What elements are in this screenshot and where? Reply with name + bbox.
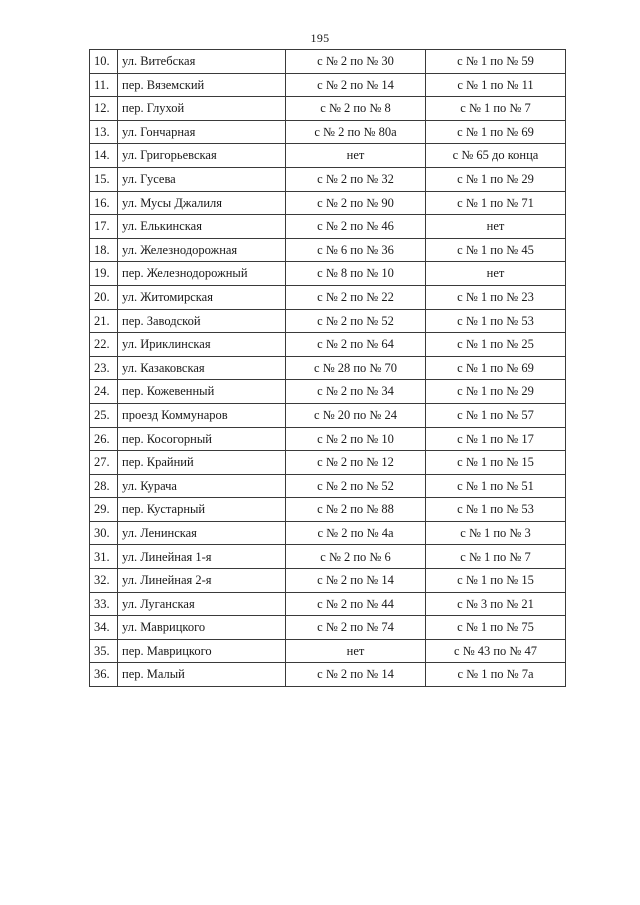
table-row xyxy=(90,639,566,663)
odd-house-range: с № 1 по № 15 xyxy=(426,451,566,475)
street-name: пер. Кустарный xyxy=(118,498,286,522)
odd-house-range: с № 1 по № 45 xyxy=(426,238,566,262)
row-number: 18. xyxy=(90,238,118,262)
street-name: пер. Малый xyxy=(118,663,286,687)
row-number: 29. xyxy=(90,498,118,522)
even-house-range: с № 2 по № 52 xyxy=(286,474,426,498)
street-name: ул. Железнодорожная xyxy=(118,238,286,262)
street-name: проезд Коммунаров xyxy=(118,403,286,427)
street-name: ул. Луганская xyxy=(118,592,286,616)
even-house-range: нет xyxy=(286,144,426,168)
odd-house-range: с № 1 по № 23 xyxy=(426,285,566,309)
even-house-range: с № 2 по № 64 xyxy=(286,333,426,357)
odd-house-range: с № 1 по № 11 xyxy=(426,73,566,97)
table-body xyxy=(90,50,566,687)
row-number: 35. xyxy=(90,639,118,663)
table-row xyxy=(90,403,566,427)
street-name: ул. Линейная 2-я xyxy=(118,569,286,593)
table-row xyxy=(90,569,566,593)
even-house-range: с № 2 по № 30 xyxy=(286,50,426,74)
even-house-range: с № 2 по № 88 xyxy=(286,498,426,522)
even-house-range: с № 2 по № 32 xyxy=(286,167,426,191)
even-house-range: с № 2 по № 6 xyxy=(286,545,426,569)
row-number: 36. xyxy=(90,663,118,687)
even-house-range: с № 20 по № 24 xyxy=(286,403,426,427)
even-house-range: с № 2 по № 74 xyxy=(286,616,426,640)
table-row xyxy=(90,451,566,475)
table-row xyxy=(90,285,566,309)
street-name: ул. Житомирская xyxy=(118,285,286,309)
row-number: 12. xyxy=(90,97,118,121)
table-row xyxy=(90,97,566,121)
street-name: пер. Глухой xyxy=(118,97,286,121)
odd-house-range: с № 1 по № 7 xyxy=(426,545,566,569)
table-row xyxy=(90,356,566,380)
odd-house-range: нет xyxy=(426,262,566,286)
street-name: пер. Крайний xyxy=(118,451,286,475)
odd-house-range: с № 1 по № 57 xyxy=(426,403,566,427)
even-house-range: с № 28 по № 70 xyxy=(286,356,426,380)
table-row xyxy=(90,498,566,522)
street-name: ул. Ириклинская xyxy=(118,333,286,357)
table-row xyxy=(90,592,566,616)
table-row xyxy=(90,167,566,191)
odd-house-range: с № 1 по № 17 xyxy=(426,427,566,451)
even-house-range: с № 8 по № 10 xyxy=(286,262,426,286)
even-house-range: с № 2 по № 46 xyxy=(286,215,426,239)
row-number: 23. xyxy=(90,356,118,380)
table-row xyxy=(90,545,566,569)
odd-house-range: с № 1 по № 51 xyxy=(426,474,566,498)
table-row xyxy=(90,521,566,545)
table-row xyxy=(90,309,566,333)
odd-house-range: с № 1 по № 29 xyxy=(426,167,566,191)
odd-house-range: с № 1 по № 3 xyxy=(426,521,566,545)
table-row xyxy=(90,333,566,357)
table-row xyxy=(90,144,566,168)
odd-house-range: с № 1 по № 69 xyxy=(426,120,566,144)
even-house-range: с № 6 по № 36 xyxy=(286,238,426,262)
table-row xyxy=(90,238,566,262)
even-house-range: с № 2 по № 8 xyxy=(286,97,426,121)
row-number: 32. xyxy=(90,569,118,593)
odd-house-range: с № 65 до конца xyxy=(426,144,566,168)
table-row xyxy=(90,262,566,286)
odd-house-range: с № 1 по № 29 xyxy=(426,380,566,404)
table-row xyxy=(90,427,566,451)
row-number: 26. xyxy=(90,427,118,451)
odd-house-range: с № 1 по № 75 xyxy=(426,616,566,640)
even-house-range: с № 2 по № 80а xyxy=(286,120,426,144)
table-row xyxy=(90,215,566,239)
even-house-range: с № 2 по № 10 xyxy=(286,427,426,451)
street-name: ул. Курача xyxy=(118,474,286,498)
row-number: 30. xyxy=(90,521,118,545)
odd-house-range: с № 1 по № 7а xyxy=(426,663,566,687)
even-house-range: с № 2 по № 14 xyxy=(286,569,426,593)
odd-house-range: с № 1 по № 15 xyxy=(426,569,566,593)
street-name: ул. Казаковская xyxy=(118,356,286,380)
odd-house-range: с № 1 по № 59 xyxy=(426,50,566,74)
even-house-range: с № 2 по № 34 xyxy=(286,380,426,404)
street-name: ул. Витебская xyxy=(118,50,286,74)
even-house-range: с № 2 по № 90 xyxy=(286,191,426,215)
table-row xyxy=(90,474,566,498)
street-name: пер. Маврицкого xyxy=(118,639,286,663)
table-row xyxy=(90,73,566,97)
even-house-range: с № 2 по № 22 xyxy=(286,285,426,309)
street-name: ул. Григорьевская xyxy=(118,144,286,168)
row-number: 14. xyxy=(90,144,118,168)
street-name: пер. Вяземский xyxy=(118,73,286,97)
row-number: 24. xyxy=(90,380,118,404)
odd-house-range: нет xyxy=(426,215,566,239)
row-number: 13. xyxy=(90,120,118,144)
street-name: пер. Заводской xyxy=(118,309,286,333)
street-name: ул. Елькинская xyxy=(118,215,286,239)
even-house-range: с № 2 по № 14 xyxy=(286,663,426,687)
row-number: 20. xyxy=(90,285,118,309)
row-number: 25. xyxy=(90,403,118,427)
odd-house-range: с № 3 по № 21 xyxy=(426,592,566,616)
odd-house-range: с № 43 по № 47 xyxy=(426,639,566,663)
table-row xyxy=(90,50,566,74)
street-name: ул. Мусы Джалиля xyxy=(118,191,286,215)
odd-house-range: с № 1 по № 53 xyxy=(426,309,566,333)
row-number: 17. xyxy=(90,215,118,239)
street-name: ул. Ленинская xyxy=(118,521,286,545)
street-name: ул. Линейная 1-я xyxy=(118,545,286,569)
even-house-range: нет xyxy=(286,639,426,663)
row-number: 10. xyxy=(90,50,118,74)
even-house-range: с № 2 по № 14 xyxy=(286,73,426,97)
row-number: 28. xyxy=(90,474,118,498)
street-name: ул. Гончарная xyxy=(118,120,286,144)
table-row xyxy=(90,380,566,404)
odd-house-range: с № 1 по № 69 xyxy=(426,356,566,380)
street-name: ул. Гусева xyxy=(118,167,286,191)
street-name: ул. Маврицкого xyxy=(118,616,286,640)
row-number: 19. xyxy=(90,262,118,286)
even-house-range: с № 2 по № 44 xyxy=(286,592,426,616)
street-name: пер. Косогорный xyxy=(118,427,286,451)
row-number: 22. xyxy=(90,333,118,357)
row-number: 27. xyxy=(90,451,118,475)
even-house-range: с № 2 по № 52 xyxy=(286,309,426,333)
table-row xyxy=(90,663,566,687)
odd-house-range: с № 1 по № 53 xyxy=(426,498,566,522)
table-row xyxy=(90,120,566,144)
row-number: 34. xyxy=(90,616,118,640)
street-name: пер. Кожевенный xyxy=(118,380,286,404)
page-number: 195 xyxy=(310,31,330,45)
row-number: 31. xyxy=(90,545,118,569)
odd-house-range: с № 1 по № 7 xyxy=(426,97,566,121)
odd-house-range: с № 1 по № 71 xyxy=(426,191,566,215)
street-name: пер. Железнодорожный xyxy=(118,262,286,286)
row-number: 21. xyxy=(90,309,118,333)
row-number: 16. xyxy=(90,191,118,215)
row-number: 11. xyxy=(90,73,118,97)
row-number: 33. xyxy=(90,592,118,616)
row-number: 15. xyxy=(90,167,118,191)
table-row xyxy=(90,191,566,215)
odd-house-range: с № 1 по № 25 xyxy=(426,333,566,357)
even-house-range: с № 2 по № 4а xyxy=(286,521,426,545)
even-house-range: с № 2 по № 12 xyxy=(286,451,426,475)
table-row xyxy=(90,616,566,640)
street-address-table xyxy=(89,49,566,687)
